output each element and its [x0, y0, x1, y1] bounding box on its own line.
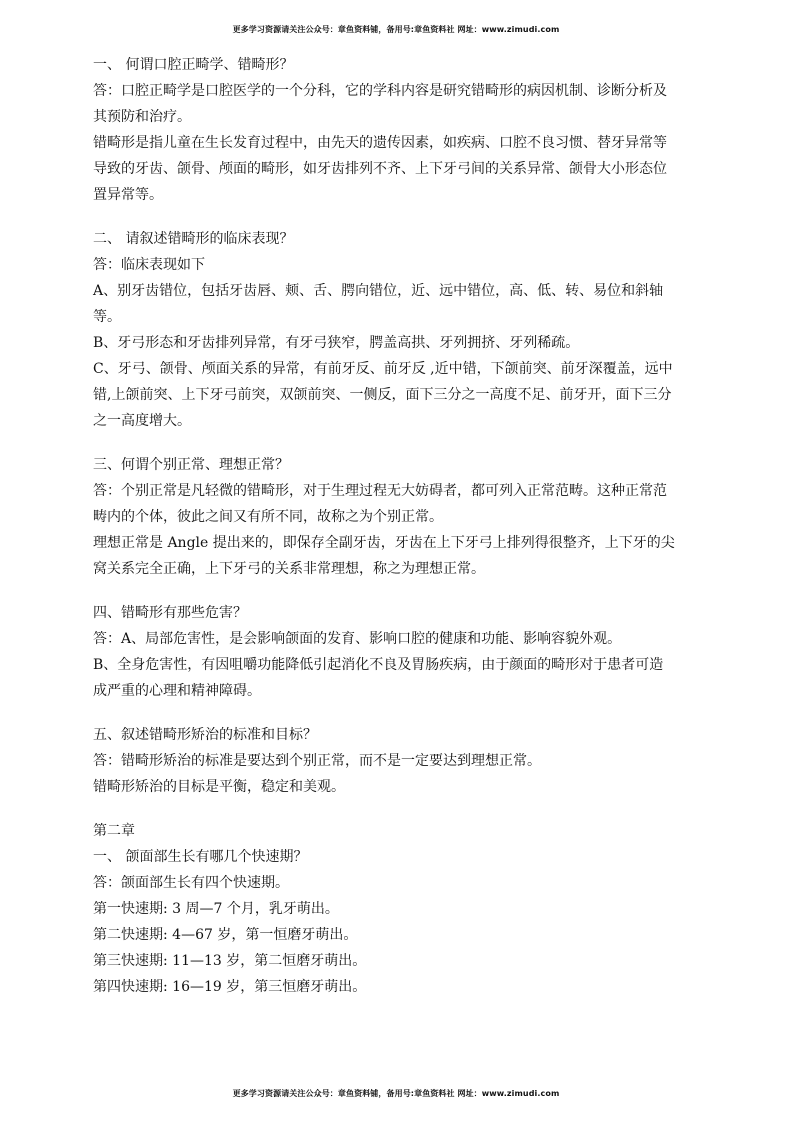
text-line: 窝关系完全正确，上下牙弓的关系非常理想，称之为理想正常。	[93, 561, 485, 577]
text-line: 成严重的心理和精神障碍。	[93, 683, 261, 699]
text-line: 其预防和治疗。	[93, 109, 191, 125]
text-line: B、全身危害性，有因咀嚼功能降低引起消化不良及胃肠疾病，由于颜面的畸形对于患者可造	[93, 657, 664, 673]
text-line: 四、错畸形有那些危害？	[93, 605, 247, 621]
text-line: 答：临床表现如下	[93, 257, 205, 273]
text-line: 理想正常是 Angle 提出来的，即保存全副牙齿，牙齿在上下牙弓上排列得很整齐，上下牙的尖	[93, 535, 675, 551]
document-body	[93, 52, 743, 1000]
text-line: 二、 请叙述错畸形的临床表现？	[93, 231, 294, 247]
text-line: 五、叙述错畸形矫治的标准和目标？	[93, 727, 317, 743]
text-line: 答：A、局部危害性，是会影响颌面的发育、影响口腔的健康和功能、影响容貌外观。	[93, 631, 622, 647]
text-line: C、牙弓、颌骨、颅面关系的异常，有前牙反、前牙反 ,近中错，下颌前突、前牙深覆盖，远中	[93, 361, 673, 377]
text-line: 一、 何谓口腔正畸学、错畸形？	[93, 57, 294, 73]
text-line: 畴内的个体，彼此之间又有所不同，故称之为个别正常。	[93, 509, 443, 525]
text-line: 第二章	[93, 823, 135, 839]
text-line: 答：颌面部生长有四个快速期。	[93, 875, 289, 891]
text-line: 第四快速期: 16—19 岁，第三恒磨牙萌出。	[93, 979, 367, 995]
text-line: 第二快速期: 4—67 岁，第一恒磨牙萌出。	[93, 927, 358, 943]
footer-banner: 更多学习资源请关注公众号：章鱼资料铺，备用号:章鱼资料社 网址：www.zimudi.com	[232, 1089, 560, 1098]
text-line: A、别牙齿错位，包括牙齿唇、颊、舌、腭向错位，近、远中错位，高、低、转、易位和斜轴	[93, 283, 664, 299]
text-line: 错畸形是指儿童在生长发育过程中，由先天的遗传因素，如疾病、口腔不良习惯、替牙异常等	[93, 135, 667, 151]
text-line: 三、何谓个别正常、理想正常？	[93, 457, 289, 473]
text-line: 答：口腔正畸学是口腔医学的一个分科，它的学科内容是研究错畸形的病因机制、诊断分析及	[93, 83, 667, 99]
text-line: 答：个别正常是凡轻微的错畸形，对于生理过程无大妨碍者，都可列入正常范畴。这种正常范	[93, 483, 667, 499]
text-line: 导致的牙齿、颌骨、颅面的畸形，如牙齿排列不齐、上下牙弓间的关系异常、颌骨大小形态位	[93, 161, 667, 177]
text-line: 等。	[93, 309, 121, 325]
text-line: 错,上颌前突、上下牙弓前突，双颌前突、一侧反，面下三分之一高度不足、前牙开，面下三分	[93, 387, 672, 403]
text-line: B、牙弓形态和牙齿排列异常，有牙弓狭窄，腭盖高拱、牙列拥挤、牙列稀疏。	[93, 335, 580, 351]
text-line: 置异常等。	[93, 187, 163, 203]
text-line: 一、 颌面部生长有哪几个快速期？	[93, 849, 308, 865]
text-line: 错畸形矫治的目标是平衡，稳定和美观。	[93, 779, 345, 795]
text-line: 第一快速期: 3 周—7 个月，乳牙萌出。	[93, 901, 339, 917]
text-line: 之一高度增大。	[93, 413, 191, 429]
text-line: 第三快速期: 11—13 岁，第二恒磨牙萌出。	[93, 953, 367, 969]
header-banner: 更多学习资源请关注公众号：章鱼资料铺，备用号:章鱼资料社 网址：www.zimudi.com	[232, 25, 560, 34]
text-line: 答：错畸形矫治的标准是要达到个别正常，而不是一定要达到理想正常。	[93, 753, 541, 769]
